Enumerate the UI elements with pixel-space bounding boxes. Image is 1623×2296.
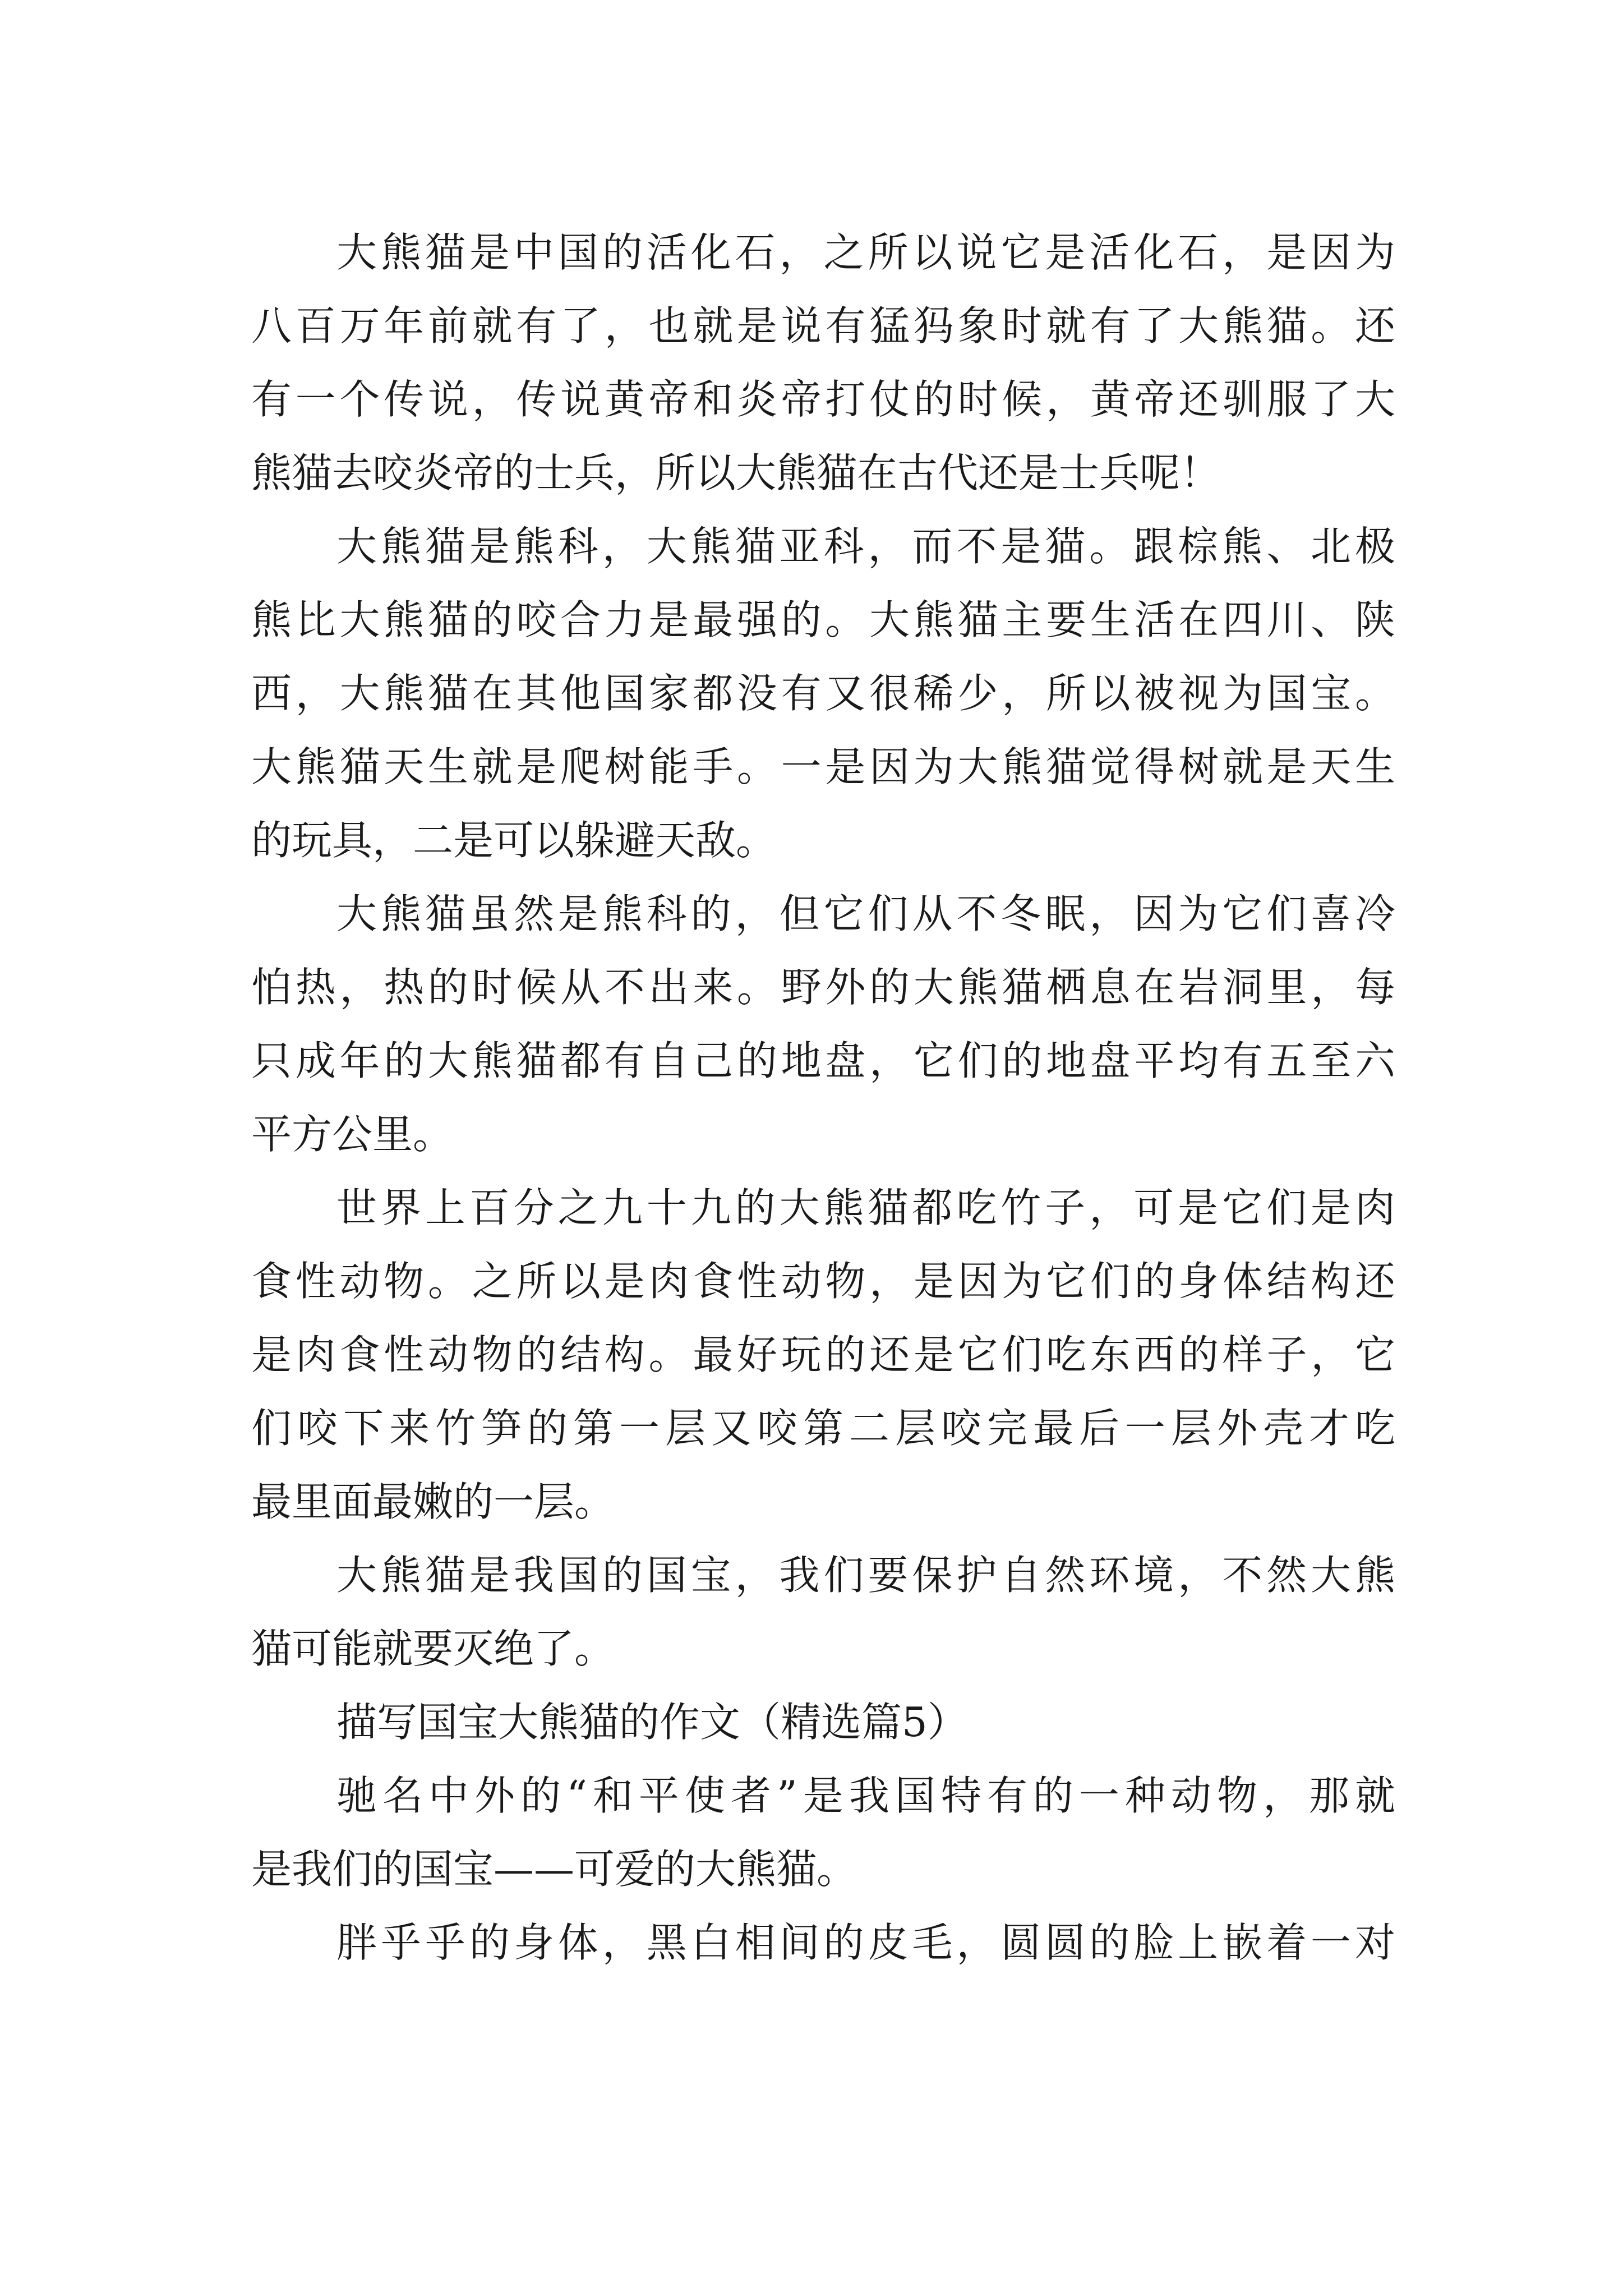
text-line: 的玩具，二是可以躲避天敌。 <box>251 817 777 864</box>
heading-text: 描写国宝大熊猫的作文（精选篇5） <box>336 1699 968 1746</box>
text-line: 怕热，热的时候从不出来。野外的大熊猫栖息在岩洞里，每 <box>251 964 1395 1011</box>
text-line: 胖乎乎的身体，黑白相间的皮毛，圆圆的脸上嵌着一对 <box>336 1919 1395 1966</box>
paragraph-2 <box>251 510 1395 877</box>
text-line: 驰名中外的“和平使者”是我国特有的一种动物，那就 <box>336 1772 1395 1819</box>
text-line: 猫可能就要灭绝了。 <box>251 1625 615 1672</box>
text-line: 大熊猫天生就是爬树能手。一是因为大熊猫觉得树就是天生 <box>251 743 1395 790</box>
document-body <box>251 216 1395 1980</box>
text-line: 最里面最嫩的一层。 <box>251 1478 615 1525</box>
text-line: 是肉食性动物的结构。最好玩的还是它们吃东西的样子，它 <box>251 1331 1395 1378</box>
text-line: 八百万年前就有了，也就是说有猛犸象时就有了大熊猫。还 <box>251 302 1395 349</box>
text-line: 世界上百分之九十九的大熊猫都吃竹子，可是它们是肉 <box>336 1184 1395 1231</box>
text-line: 熊猫去咬炎帝的士兵，所以大熊猫在古代还是士兵呢！ <box>251 449 1221 496</box>
text-line: 大熊猫是我国的国宝，我们要保护自然环境，不然大熊 <box>336 1552 1395 1599</box>
paragraph-5 <box>251 1539 1395 1686</box>
paragraph-1 <box>251 216 1395 510</box>
text-line: 大熊猫是熊科，大熊猫亚科，而不是猫。跟棕熊、北极 <box>336 523 1395 570</box>
text-line: 平方公里。 <box>251 1111 454 1158</box>
section-heading <box>251 1686 1395 1759</box>
text-line: 食性动物。之所以是肉食性动物，是因为它们的身体结构还 <box>251 1258 1395 1305</box>
paragraph-6 <box>251 1759 1395 1906</box>
paragraph-4 <box>251 1171 1395 1539</box>
text-line: 西，大熊猫在其他国家都没有又很稀少，所以被视为国宝。 <box>251 670 1395 717</box>
text-line: 只成年的大熊猫都有自己的地盘，它们的地盘平均有五至六 <box>251 1037 1395 1084</box>
text-line: 大熊猫虽然是熊科的，但它们从不冬眠，因为它们喜冷 <box>336 890 1395 937</box>
paragraph-7 <box>251 1906 1395 1980</box>
text-line: 熊比大熊猫的咬合力是最强的。大熊猫主要生活在四川、陕 <box>251 596 1395 643</box>
paragraph-3 <box>251 877 1395 1171</box>
text-line: 有一个传说，传说黄帝和炎帝打仗的时候，黄帝还驯服了大 <box>251 376 1395 423</box>
text-line: 大熊猫是中国的活化石，之所以说它是活化石，是因为 <box>336 229 1395 276</box>
text-line: 们咬下来竹笋的第一层又咬第二层咬完最后一层外壳才吃 <box>251 1405 1395 1452</box>
text-line: 是我们的国宝——可爱的大熊猫。 <box>251 1846 857 1893</box>
